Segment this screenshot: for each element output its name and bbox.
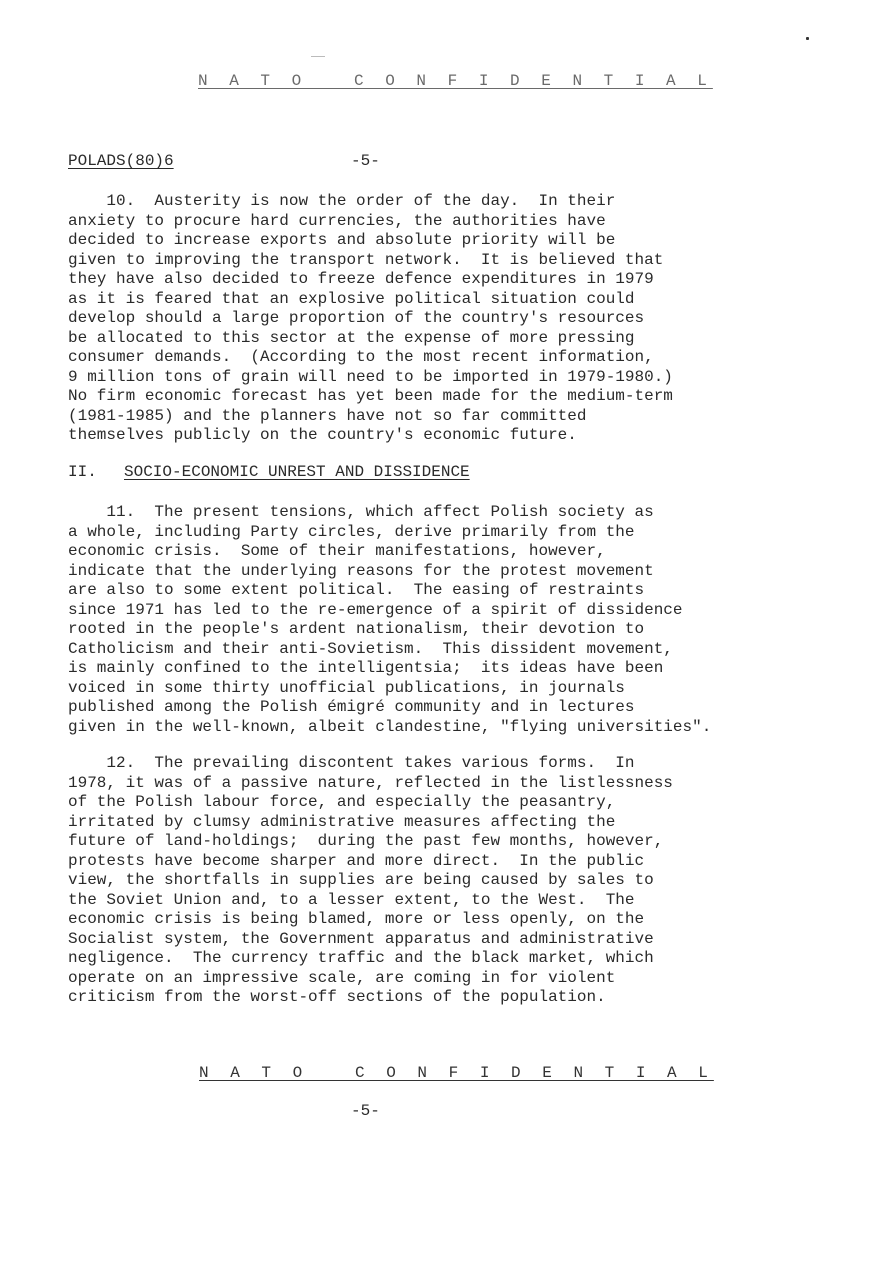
paragraph-12: 12. The prevailing discontent takes various forms. In 1978, it was of a passive nature, reflected in the listlessness of the Polish labour force, and especially the peasantry, irritated by clumsy administrative measures affecting the future of land-holdings; during the past few months, however, protests have become sharper and more direct. In the public view, the shortfalls in supplies are being caused by sales to the Soviet Union and, to a lesser extent, to the West. The economic crisis is being blamed, more or less openly, on the Socialist system, the Government apparatus and administrative negligence. The currency traffic and the black market, which operate on an impressive scale, are coming in for violent criticism from the worst-off sections of the population. xyxy=(68,754,673,1006)
scan-artifact xyxy=(311,56,325,57)
paragraph-10: 10. Austerity is now the order of the day. In their anxiety to procure hard currencies, the authorities have decided to increase exports and absolute priority will be given to improving the transport network. It is believed that they have also decided to freeze defence expenditures in 1979 as it is feared that an explosive political situation could develop should a large proportion of the country's resources be allocated to this sector at the expense of more pressing consumer demands. (According to the most recent information, 9 million tons of grain will need to be imported in 1979-1980.) No firm economic forecast has yet been made for the medium-term (1981-1985) and the planners have not so far committed themselves publicly on the country's economic future. xyxy=(68,192,673,444)
section-title: SOCIO-ECONOMIC UNREST AND DISSIDENCE xyxy=(124,463,470,481)
section-heading xyxy=(68,463,470,481)
header-classification: N A T O C O N F I D E N T I A L xyxy=(198,72,713,90)
footer-classification: N A T O C O N F I D E N T I A L xyxy=(199,1064,714,1082)
paragraph-11: 11. The present tensions, which affect Polish society as a whole, including Party circles, derive primarily from the economic crisis. Some of their manifestations, however, indicate that the underlying reasons for the protest movement are also to some extent political. The easing of restraints since 1971 has led to the re-emergence of a spirit of dissidence rooted in the people's ardent nationalism, their devotion to Catholicism and their anti-Sovietism. This dissident movement, is mainly confined to the intelligentsia; its ideas have been voiced in some thirty unofficial publications, in journals published among the Polish émigré community and in lectures given in the well-known, albeit clandestine, "flying universities". xyxy=(68,503,712,736)
header-page-number: -5- xyxy=(351,152,380,170)
document-reference: POLADS(80)6 xyxy=(68,152,174,170)
section-number: II. xyxy=(68,463,97,481)
scan-speck xyxy=(806,37,809,40)
footer-page-number: -5- xyxy=(351,1102,380,1120)
